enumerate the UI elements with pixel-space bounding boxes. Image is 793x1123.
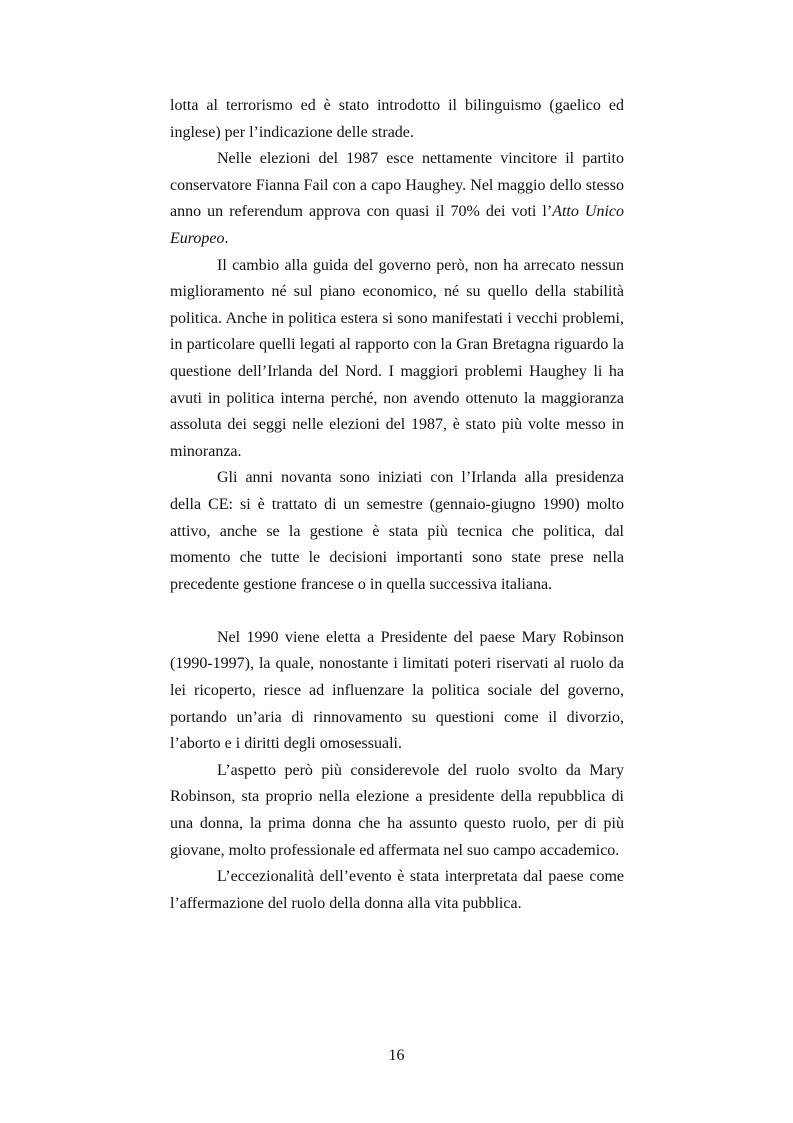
atto-unico-europeo: Atto Unico Europeo [170, 203, 625, 247]
paragraph-elections-1987-text: Nelle elezioni del 1987 esce nettamente vincitore il partito conservatore Fianna Fail con a capo Haughey. Nel maggio dello stesso anno un referendum approva con quasi il 70% dei voti l’ [170, 150, 624, 221]
document-body [170, 93, 624, 917]
paragraph-robinson-role: L’aspetto però più considerevole del ruolo svolto da Mary Robinson, sta proprio nella elezione a presidente della repubblica di una donna, la prima donna che ha assunto questo ruolo, per di più giovane, molto professionale ed affermata nel suo campo accademico. [170, 761, 624, 859]
paragraph-exceptionality: L’eccezionalità dell’evento è stata interpretata dal paese come l’affermazione del ruolo della donna alla vita pubblica. [170, 868, 624, 912]
page-number: 16 [388, 1047, 405, 1064]
paragraph-spacer [170, 598, 624, 625]
paragraph-elections-1987 [170, 146, 624, 252]
paragraph-elections-1987-end: . [224, 229, 229, 247]
paragraph-government-change: Il cambio alla guida del governo però, non ha arrecato nessun miglioramento né sul piano economico, né su quello della stabilità politica. Anche in politica estera si sono manifestati i vecchi problemi, in particolare quelli legati al rapporto con la Gran Bretagna riguardo la questione dell’Irlanda del Nord. I maggiori problemi Haughey li ha avuti in politica interna perché, non avendo ottenuto la maggioranza assoluta dei seggi nelle elezioni del 1987, è stato più volte messo in minoranza. [170, 256, 624, 460]
paragraph-nineties: Gli anni novanta sono iniziati con l’Irlanda alla presidenza della CE: si è trattato di un semestre (gennaio-giugno 1990) molto attivo, anche se la gestione è stata più tecnica che politica, dal momento che tutte le decisioni importanti sono state prese nella precedente gestione francese o in quella successiva italiana. [170, 469, 624, 593]
paragraph-mary-robinson: Nel 1990 viene eletta a Presidente del paese Mary Robinson (1990-1997), la quale, nonostante i limitati poteri riservati al ruolo da lei ricoperto, riesce ad influenzare la politica sociale del governo, portando un’aria di rinnovamento su questioni come il divorzio, l’aborto e i diritti degli omosessuali. [170, 628, 624, 753]
paragraph-terrorism: lotta al terrorismo ed è stato introdotto il bilinguismo (gaelico ed inglese) per l’indicazione delle strade. [170, 97, 624, 141]
